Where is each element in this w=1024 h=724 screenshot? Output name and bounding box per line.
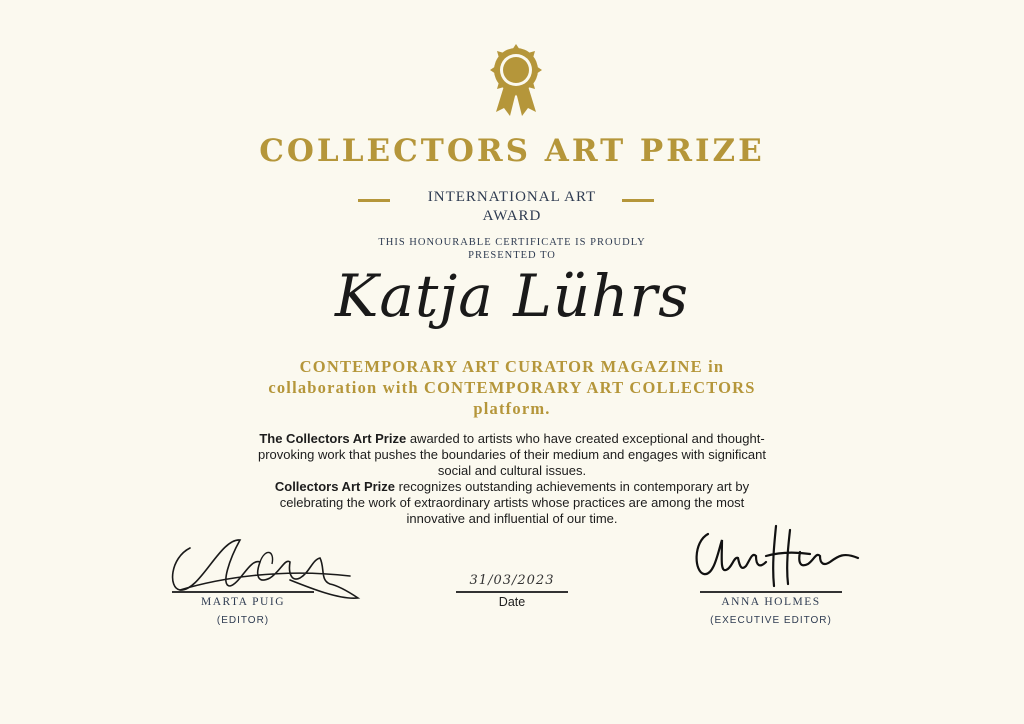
presented-to-text bbox=[362, 236, 662, 262]
signer-name-left: MARTA PUIG bbox=[201, 596, 285, 608]
signature-marta-puig bbox=[160, 528, 365, 606]
decorative-rule-left bbox=[358, 199, 390, 202]
recipient-name: Katja Lührs bbox=[335, 262, 689, 330]
collab-line: collaboration with CONTEMPORARY ART COLLECTORS bbox=[268, 378, 756, 397]
date-label: Date bbox=[498, 595, 526, 609]
certificate-subtitle bbox=[412, 188, 612, 226]
body-text: recognizes outstanding achievements in contemporary art by celebrating the work of extraordinary artists whose practices are among the most innovative and influential of our time. bbox=[279, 479, 750, 526]
signature-line-left bbox=[172, 591, 314, 593]
body-text: awarded to artists who have created exceptional and thought-provoking work that pushes the boundaries of their medium and engages with significant social and cultural issues. bbox=[257, 431, 767, 478]
subtitle-line: INTERNATIONAL ART bbox=[427, 189, 597, 205]
decorative-rule-right bbox=[622, 199, 654, 202]
signer-role-right: (EXECUTIVE EDITOR) bbox=[710, 615, 832, 626]
body-bold-prize-name: The Collectors Art Prize bbox=[259, 431, 407, 446]
certificate-body-text bbox=[250, 431, 774, 527]
collaboration-text bbox=[240, 356, 784, 419]
signature-anna-holmes bbox=[688, 522, 864, 592]
signer-name-right: ANNA HOLMES bbox=[721, 596, 821, 608]
certificate-title: COLLECTORS ART PRIZE bbox=[259, 133, 765, 169]
body-bold-prize-name: Collectors Art Prize bbox=[274, 479, 396, 494]
signature-line-right bbox=[700, 591, 842, 593]
subtitle-line: AWARD bbox=[482, 208, 542, 224]
collab-line: platform. bbox=[473, 399, 551, 418]
date-line bbox=[456, 591, 568, 593]
signer-role-left: (EDITOR) bbox=[216, 615, 270, 626]
presented-line: PRESENTED TO bbox=[468, 250, 556, 261]
certificate-date-value: 31/03/2023 bbox=[469, 573, 555, 588]
presented-line: THIS HONOURABLE CERTIFICATE IS PROUDLY bbox=[378, 237, 646, 248]
collab-line: CONTEMPORARY ART CURATOR MAGAZINE in bbox=[299, 357, 725, 376]
award-rosette-icon bbox=[486, 42, 546, 122]
